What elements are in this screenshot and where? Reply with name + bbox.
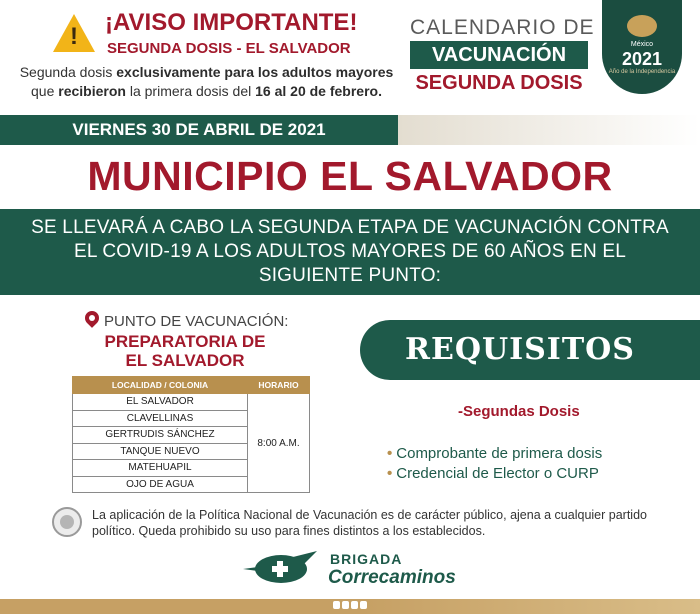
facebook-icon[interactable] bbox=[333, 601, 340, 609]
table-cell-localidad: MATEHUAPIL bbox=[73, 460, 248, 477]
mexico-2021-logo bbox=[602, 0, 682, 94]
instagram-icon[interactable] bbox=[351, 601, 358, 609]
date-bar-decoration bbox=[398, 115, 700, 145]
government-seal-center bbox=[60, 515, 74, 529]
requisitos-subtitle: -Segundas Dosis bbox=[458, 403, 580, 420]
list-item: • Comprobante de primera dosis bbox=[387, 445, 603, 462]
twitter-icon[interactable] bbox=[342, 601, 349, 609]
event-date: VIERNES 30 DE ABRIL DE 2021 bbox=[72, 120, 326, 139]
aviso-body: Segunda dosis exclusivamente para los adultos mayores que recibieron la primera dosis del 16 al 20 de febrero. bbox=[19, 64, 394, 99]
bullet-icon: • bbox=[387, 465, 393, 482]
youtube-icon[interactable] bbox=[360, 601, 367, 609]
announcement-text: SE LLEVARÁ A CABO LA SEGUNDA ETAPA DE VACUNACIÓN CONTRA EL COVID-19 A LOS ADULTOS MAYORES DE 60 AÑOS EN EL SIGUIENTE PUNTO: bbox=[31, 217, 669, 286]
logo-top-text: México bbox=[630, 41, 654, 48]
table-cell-horario: 8:00 A.M. bbox=[248, 394, 310, 493]
requisitos-list bbox=[387, 444, 602, 484]
calendario-line2: VACUNACIÓN bbox=[410, 41, 588, 69]
table-cell-localidad: OJO DE AGUA bbox=[73, 476, 248, 493]
table-row bbox=[73, 394, 310, 411]
bullet-icon: • bbox=[387, 445, 393, 462]
social-icons bbox=[333, 601, 367, 609]
brigada-line2: Correcaminos bbox=[328, 567, 456, 588]
brigada-line1: BRIGADA bbox=[330, 551, 403, 567]
requisitos-title: REQUISITOS bbox=[405, 332, 635, 367]
table-header-row bbox=[73, 377, 310, 394]
eagle-emblem-icon bbox=[627, 15, 657, 37]
calendario-line3: SEGUNDA DOSIS bbox=[415, 72, 583, 94]
table-cell-localidad: CLAVELLINAS bbox=[73, 410, 248, 427]
municipio-title: MUNICIPIO EL SALVADOR bbox=[87, 153, 613, 199]
logo-year: 2021 bbox=[621, 49, 663, 69]
legal-disclaimer: La aplicación de la Política Nacional de Vacunación es de carácter público, ajena a cualquier partido político. Queda prohibido su uso para fines distintos a los establecidos. bbox=[92, 508, 647, 538]
logo-bottom-text: Año de la Independencia bbox=[608, 69, 676, 75]
schedule-table bbox=[72, 376, 310, 493]
punto-label: PUNTO DE VACUNACIÓN: bbox=[104, 313, 289, 330]
aviso-title: ¡AVISO IMPORTANTE! bbox=[105, 9, 358, 36]
roadrunner-logo-icon bbox=[243, 547, 319, 587]
warning-exclamation-icon: ! bbox=[70, 23, 78, 50]
location-pin-dot bbox=[89, 315, 95, 321]
table-cell-localidad: EL SALVADOR bbox=[73, 394, 248, 411]
aviso-subtitle: SEGUNDA DOSIS - EL SALVADOR bbox=[107, 40, 351, 57]
punto-name: PREPARATORIA DE EL SALVADOR bbox=[104, 332, 266, 370]
col-horario: HORARIO bbox=[248, 377, 310, 394]
col-localidad: LOCALIDAD / COLONIA bbox=[73, 377, 248, 394]
calendario-line1: CALENDARIO DE bbox=[410, 16, 595, 39]
footer-decoration bbox=[360, 599, 700, 614]
table-cell-localidad: TANQUE NUEVO bbox=[73, 443, 248, 460]
list-item: • Credencial de Elector o CURP bbox=[387, 465, 599, 482]
table-cell-localidad: GERTRUDIS SÁNCHEZ bbox=[73, 427, 248, 444]
